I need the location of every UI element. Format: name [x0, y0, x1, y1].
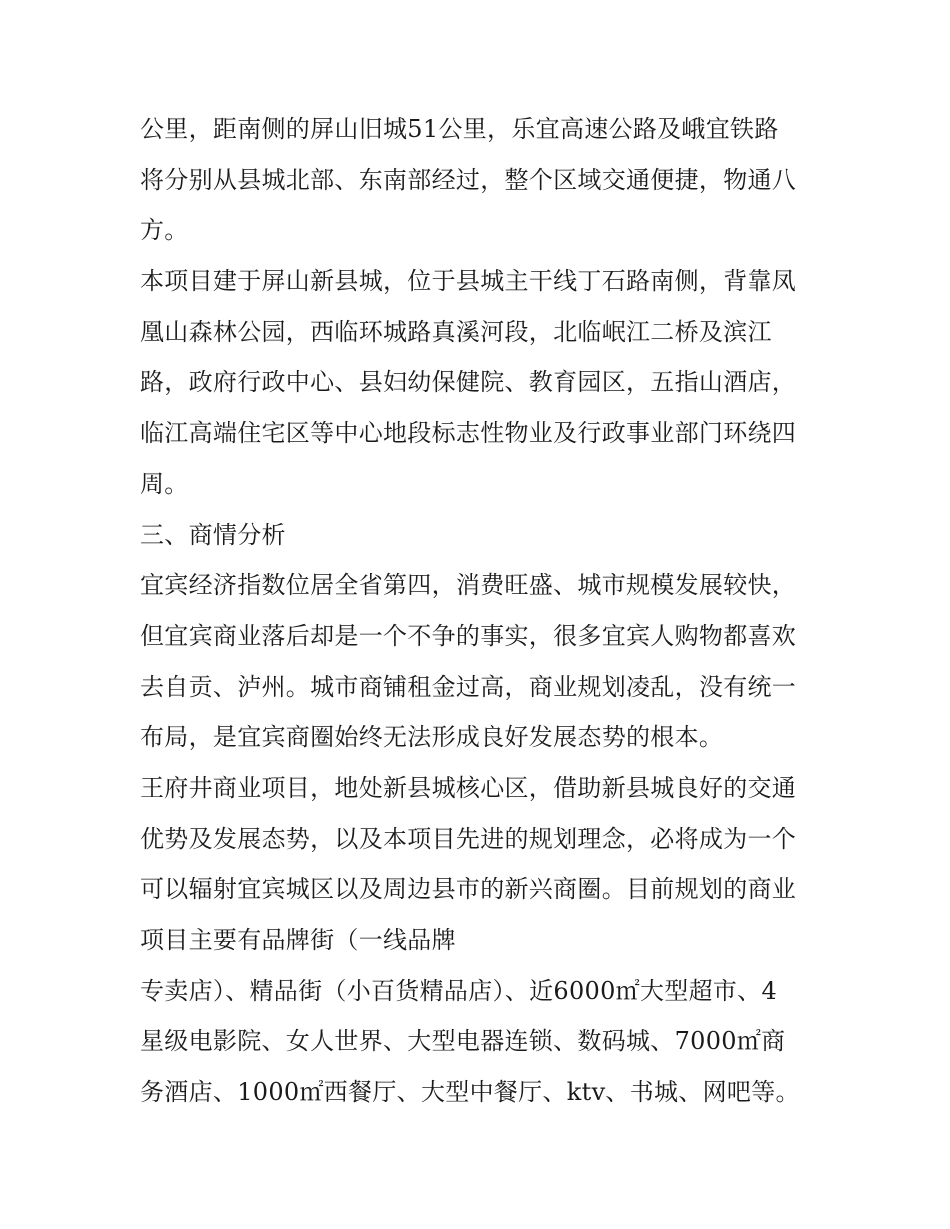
text-line: 去自贡、泸州。城市商铺租金过高，商业规划凌乱，没有统一 — [140, 672, 797, 701]
text-line: 务酒店、1000㎡西餐厅、大型中餐厅、ktv、书城、网吧等。 — [140, 1078, 800, 1107]
text-line: 周。 — [140, 469, 189, 498]
text-line: 公里，距南侧的屏山旧城51公里，乐宜高速公路及峨宜铁路 — [140, 115, 779, 143]
text-line: 路，政府行政中心、县妇幼保健院、教育园区，五指山酒店， — [140, 368, 797, 397]
text-line: 宜宾经济指数位居全省第四，消费旺盛、城市规模发展较快， — [140, 571, 797, 600]
text-line: 本项目建于屏山新县城，位于县城主干线丁石路南侧，背靠凤 — [140, 267, 797, 296]
text-line: 项目主要有品牌街（一线品牌 — [140, 926, 456, 954]
text-line: 将分别从县城北部、东南部经过，整个区域交通便捷，物通八 — [140, 165, 797, 194]
text-line: 优势及发展态势，以及本项目先进的规划理念，必将成为一个 — [140, 824, 797, 853]
text-line: 布局，是宜宾商圈始终无法形成良好发展态势的根本。 — [140, 723, 724, 752]
text-line: 临江高端住宅区等中心地段标志性物业及行政事业部门环绕四 — [140, 419, 797, 448]
section-heading: 三、商情分析 — [140, 520, 286, 549]
body-text — [140, 104, 830, 1118]
text-line: 但宜宾商业落后却是一个不争的事实，很多宜宾人购物都喜欢 — [140, 621, 797, 650]
text-line: 凰山森林公园，西临环城路真溪河段，北临岷江二桥及滨江 — [140, 317, 772, 346]
text-line: 专卖店）、精品街（小百货精品店）、近6000㎡大型超市、4 — [140, 976, 778, 1005]
text-line: 王府井商业项目，地处新县城核心区，借助新县城良好的交通 — [140, 773, 797, 802]
text-line: 方。 — [140, 216, 189, 245]
text-line: 星级电影院、女人世界、大型电器连锁、数码城、7000㎡商 — [140, 1027, 786, 1056]
text-line: 可以辐射宜宾城区以及周边县市的新兴商圈。目前规划的商业 — [140, 875, 797, 904]
